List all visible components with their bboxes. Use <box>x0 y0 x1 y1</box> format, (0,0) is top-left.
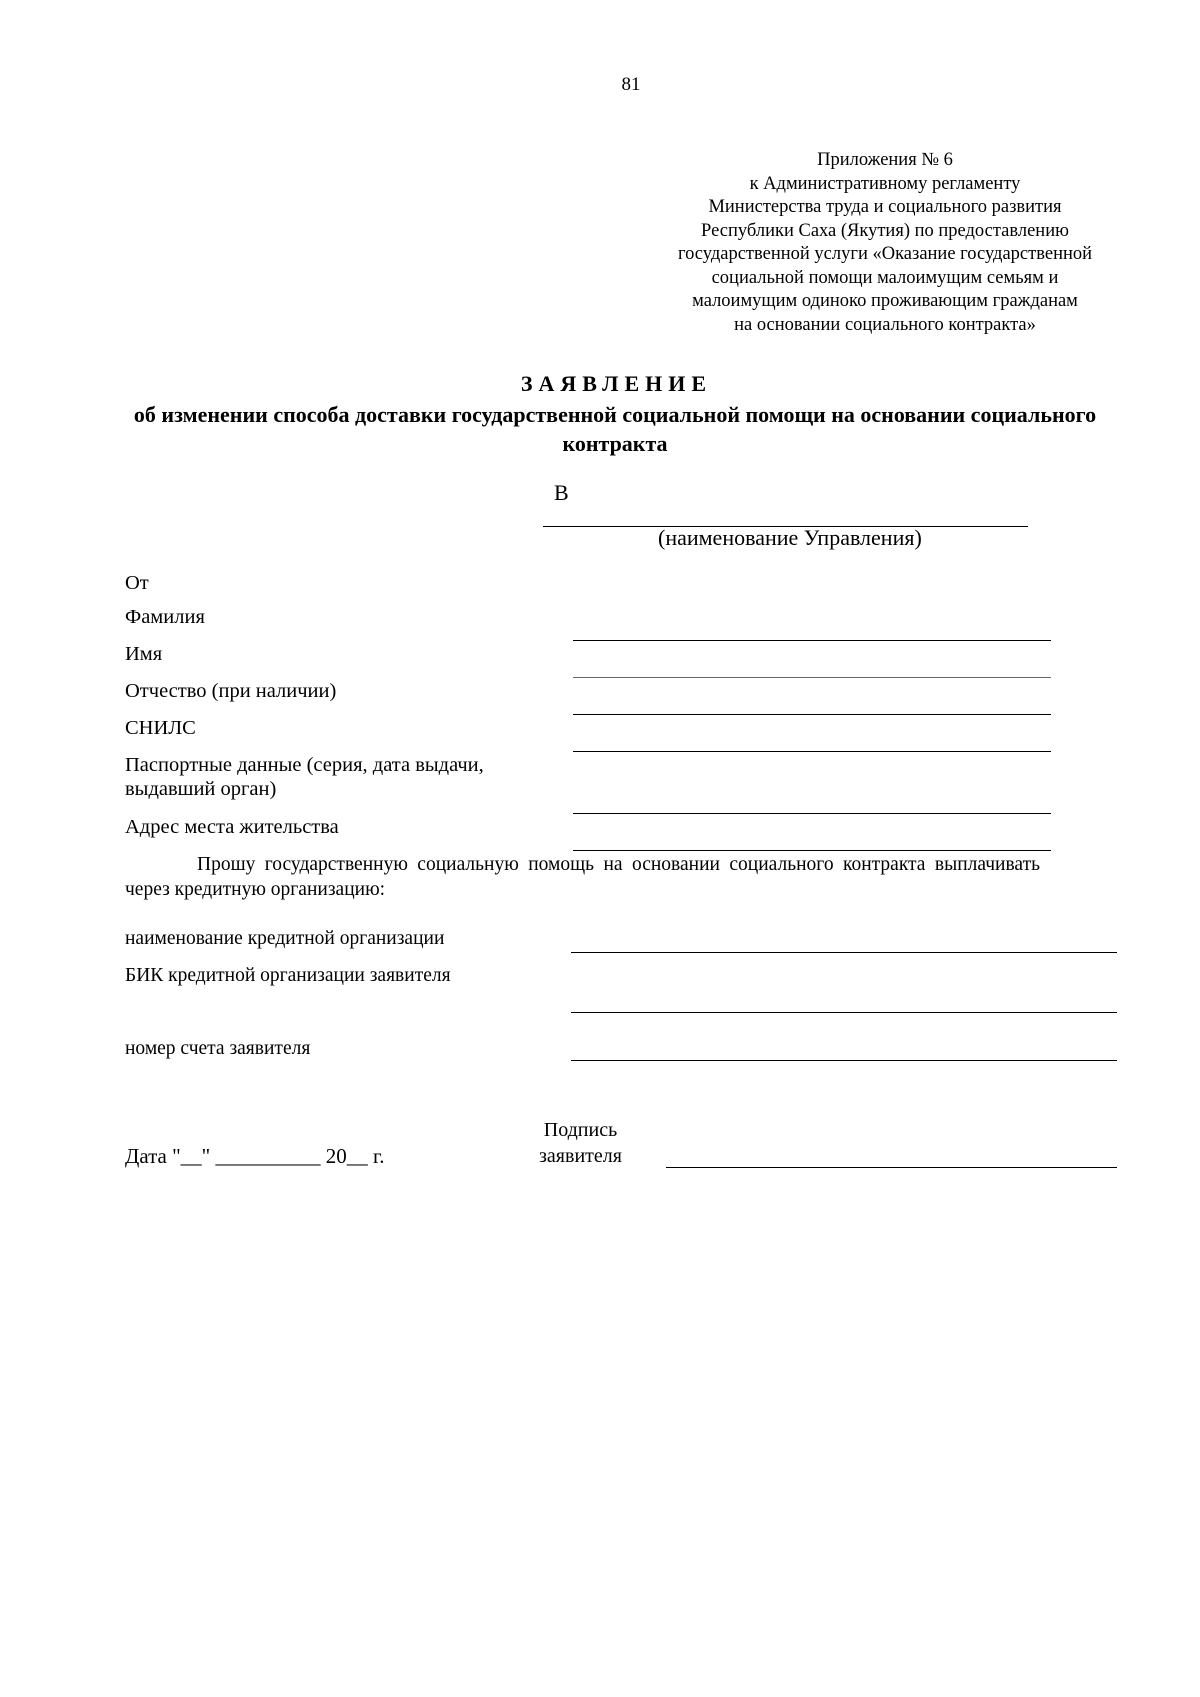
surname-field[interactable] <box>573 640 1051 641</box>
snils-field[interactable] <box>573 751 1051 752</box>
from-label: От <box>125 572 149 594</box>
address-field[interactable] <box>573 850 1051 851</box>
snils-label: СНИЛС <box>125 717 196 739</box>
passport-field[interactable] <box>573 813 1051 814</box>
bik-label: БИК кредитной организации заявителя <box>125 965 451 986</box>
name-label: Имя <box>125 643 163 665</box>
name-field[interactable] <box>573 677 1051 678</box>
appendix-note <box>655 149 1115 337</box>
recipient-prefix: В <box>554 480 569 505</box>
address-label: Адрес места жительства <box>125 816 339 838</box>
recipient-caption: (наименование Управления) <box>658 525 922 550</box>
account-field[interactable] <box>571 1060 1117 1061</box>
passport-label: Паспортные данные (серия, дата выдачи, <box>125 754 484 776</box>
account-label: номер счета заявителя <box>125 1038 311 1059</box>
request-text: Прошу государственную социальную помощь на основании социального контракта выплачивать через кредитную организацию: <box>125 854 1040 900</box>
document-subtitle: об изменении способа доставки государственной социальной помощи на основании социального контракта <box>133 402 1097 456</box>
document-title: ЗАЯВЛЕНИЕ <box>520 371 713 396</box>
signature-field[interactable] <box>666 1167 1117 1168</box>
page-number: 81 <box>621 74 641 95</box>
bank-name-field[interactable] <box>571 952 1117 953</box>
date-field[interactable]: Дата "__" __________ 20__ г. <box>125 1144 385 1168</box>
appendix-line: Республики Саха (Якутия) по предоставлению <box>701 220 1069 241</box>
signature-caption <box>528 1117 633 1169</box>
bank-name-label: наименование кредитной организации <box>125 928 445 949</box>
passport-label-cont: выдавший орган) <box>125 778 277 800</box>
signature-caption-line1: Подпись <box>543 1119 618 1141</box>
signature-caption-line2: заявителя <box>539 1145 622 1167</box>
appendix-line: Министерства труда и социального развития <box>708 197 1062 217</box>
appendix-line: Приложения № 6 <box>817 150 953 170</box>
bik-field[interactable] <box>571 1012 1117 1013</box>
appendix-line: малоимущим одиноко проживающим гражданам <box>692 291 1078 311</box>
appendix-line: социальной помощи малоимущим семьям и <box>711 267 1059 288</box>
appendix-line: государственной услуги «Оказание государственной <box>677 244 1093 264</box>
patronymic-label: Отчество (при наличии) <box>125 680 337 702</box>
appendix-line: на основании социального контракта» <box>734 314 1036 335</box>
patronymic-field[interactable] <box>573 714 1051 715</box>
surname-label: Фамилия <box>125 606 205 628</box>
appendix-line: к Административному регламенту <box>749 173 1021 194</box>
